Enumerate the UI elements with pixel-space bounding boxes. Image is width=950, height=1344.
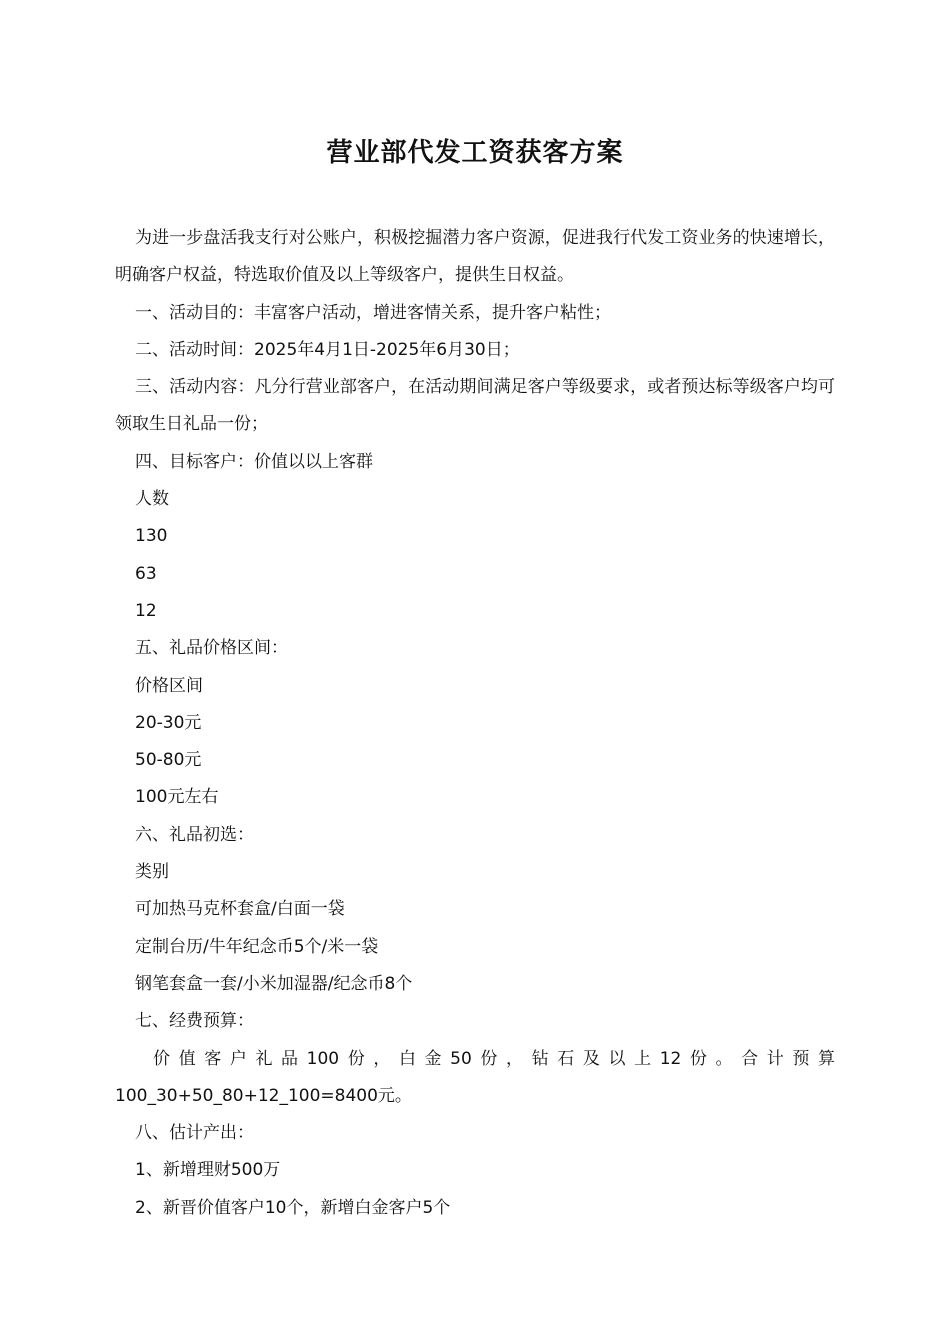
budget-text: 价值客户礼品100份，白金50份，钻石及以上12份。合计预算100_30+50_80+12_100=8400元。 [115,1048,835,1106]
section-content: 三、活动内容：凡分行营业部客户，在活动期间满足客户等级要求，或者预达标等级客户均可领取生日礼品一份； [115,377,835,435]
document-body [115,220,835,1227]
gift-option-1: 可加热马克杯套盒/白面一袋 [135,899,345,920]
target-count-2: 63 [135,563,157,584]
target-header: 人数 [135,489,169,510]
section-target: 四、目标客户：价值以以上客群 [135,451,373,472]
price-header: 价格区间 [135,675,203,696]
document-title: 营业部代发工资获客方案 [326,138,624,168]
price-range-2: 50-80元 [135,750,202,771]
target-count-1: 130 [135,526,168,547]
section-purpose: 一、活动目的：丰富客户活动，增进客情关系，提升客户粘性； [135,302,611,323]
gift-heading: 六、礼品初选： [135,824,254,845]
gift-option-2: 定制台历/牛年纪念币5个/米一袋 [135,936,379,957]
gift-option-3: 钢笔套盒一套/小米加湿器/纪念币8个 [135,973,413,994]
output-heading: 八、估计产出： [135,1123,254,1144]
intro-paragraph: 为进一步盘活我支行对公账户，积极挖掘潜力客户资源，促进我行代发工资业务的快速增长，明确客户权益，特选取价值及以上等级客户，提供生日权益。 [115,228,835,286]
output-item-1: 1、新增理财500万 [135,1160,281,1181]
section-time: 二、活动时间：2025年4月1日-2025年6月30日； [135,339,520,360]
target-count-3: 12 [135,600,157,621]
price-range-3: 100元左右 [135,787,219,808]
price-range-1: 20-30元 [135,712,202,733]
gift-header: 类别 [135,862,169,883]
budget-heading: 七、经费预算： [135,1011,254,1032]
price-heading: 五、礼品价格区间： [135,638,288,659]
output-item-2: 2、新晋价值客户10个，新增白金客户5个 [135,1197,451,1218]
